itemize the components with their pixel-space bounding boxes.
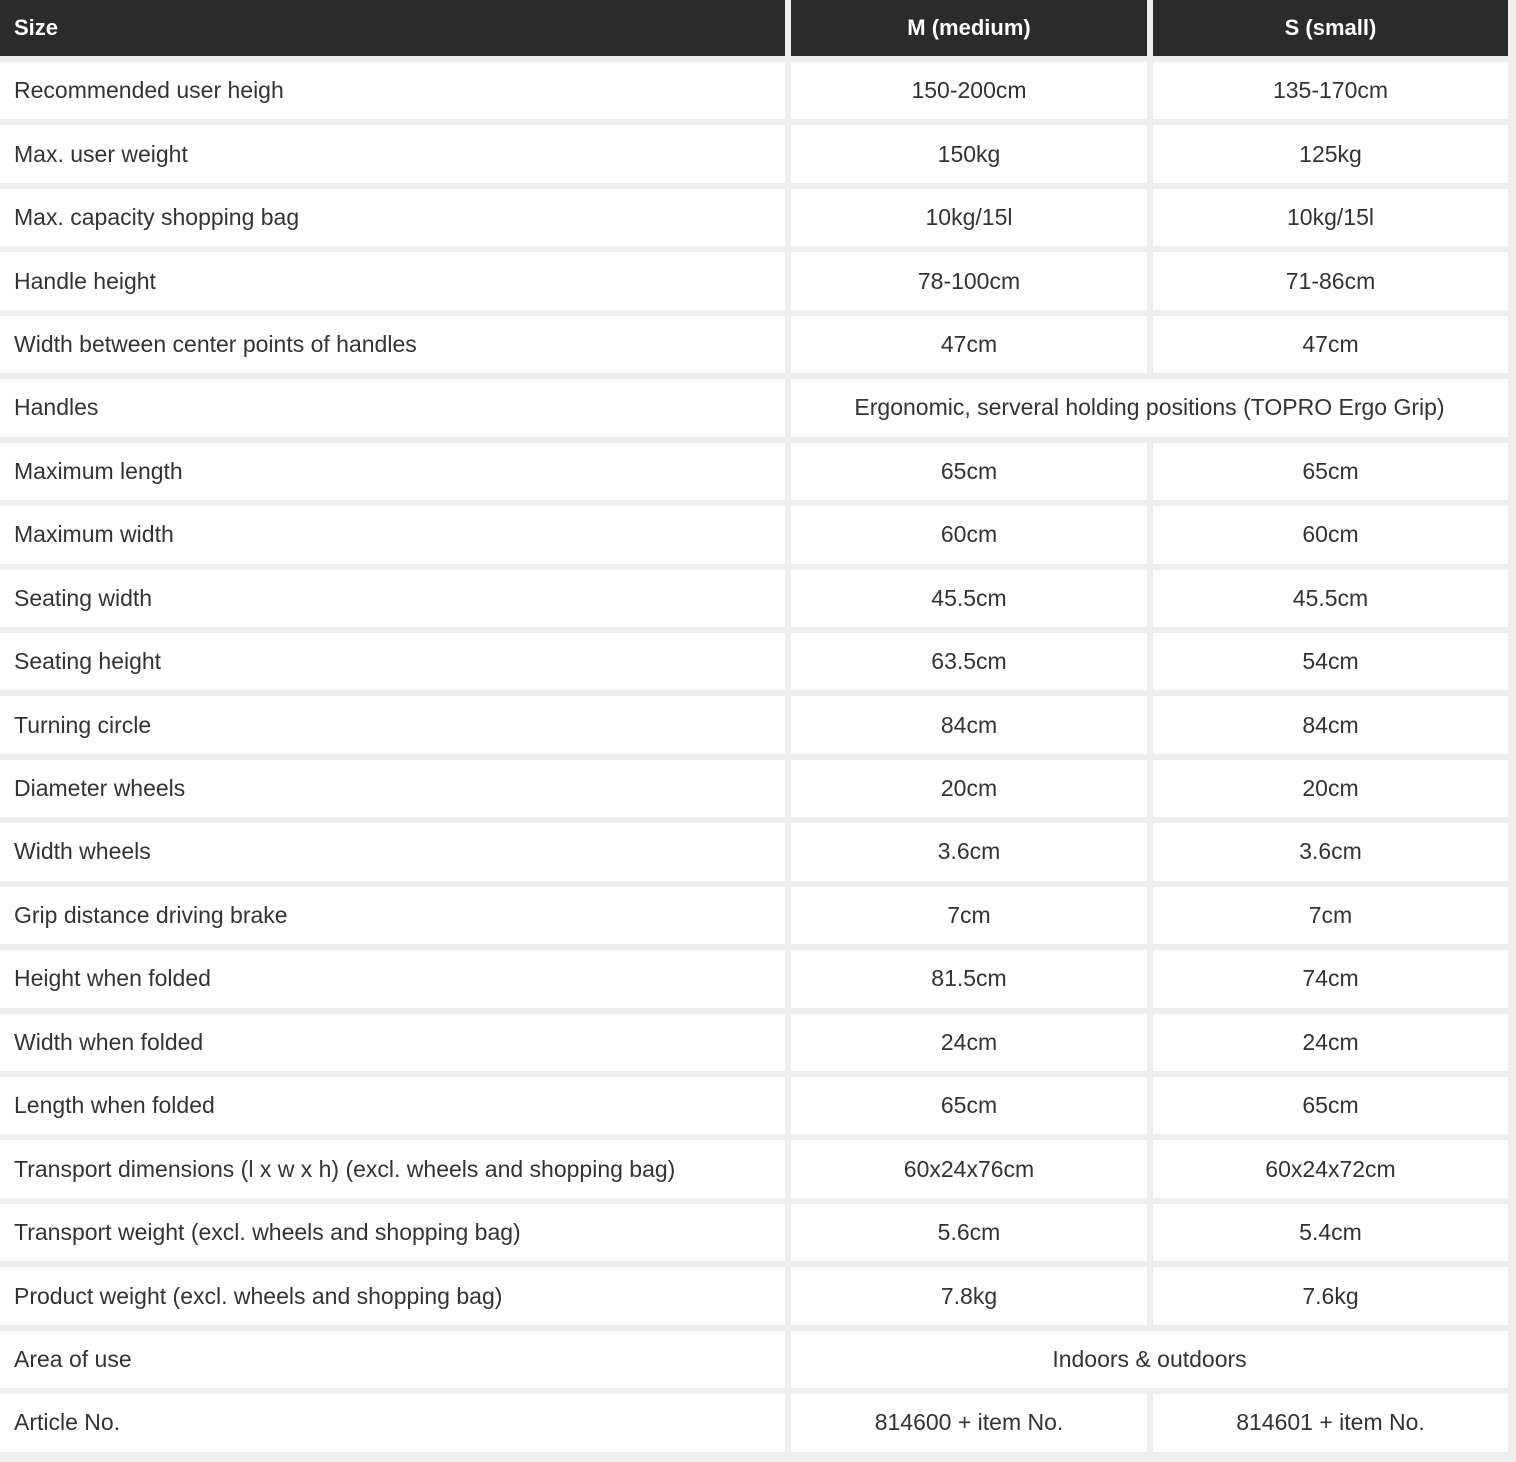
- row-value-medium: 3.6cm: [791, 823, 1147, 880]
- row-value-medium: 63.5cm: [791, 633, 1147, 690]
- row-value-medium: 7.8kg: [791, 1267, 1147, 1324]
- header-small: S (small): [1153, 0, 1508, 56]
- row-label: Maximum width: [0, 506, 785, 563]
- table-row: [0, 1331, 1508, 1388]
- row-label: Width when folded: [0, 1014, 785, 1071]
- table-row: [0, 760, 1508, 817]
- row-value-medium: 45.5cm: [791, 570, 1147, 627]
- row-label: Transport dimensions (l x w x h) (excl. wheels and shopping bag): [0, 1140, 785, 1197]
- table-row: [0, 379, 1508, 436]
- row-value-medium: 5.6cm: [791, 1204, 1147, 1261]
- row-label: Seating width: [0, 570, 785, 627]
- row-value-medium: 78-100cm: [791, 252, 1147, 309]
- row-value-small: 65cm: [1153, 1077, 1508, 1134]
- row-value-small: 125kg: [1153, 125, 1508, 182]
- row-value-medium: 24cm: [791, 1014, 1147, 1071]
- row-value-small: 5.4cm: [1153, 1204, 1508, 1261]
- row-value-small: 74cm: [1153, 950, 1508, 1007]
- row-value-medium: 814600 + item No.: [791, 1394, 1147, 1451]
- table-row: [0, 62, 1508, 119]
- table-row: [0, 633, 1508, 690]
- table-row: [0, 823, 1508, 880]
- table-row: [0, 950, 1508, 1007]
- table-row: [0, 1394, 1508, 1451]
- row-label: Width between center points of handles: [0, 316, 785, 373]
- row-value-both-sizes: Ergonomic, serveral holding positions (TOPRO Ergo Grip): [791, 379, 1508, 436]
- table-row: [0, 887, 1508, 944]
- row-value-medium: 65cm: [791, 443, 1147, 500]
- row-value-small: 60cm: [1153, 506, 1508, 563]
- table-row: [0, 1077, 1508, 1134]
- row-value-medium: 7cm: [791, 887, 1147, 944]
- row-value-small: 24cm: [1153, 1014, 1508, 1071]
- row-label: Seating height: [0, 633, 785, 690]
- row-value-small: 20cm: [1153, 760, 1508, 817]
- row-label: Max. capacity shopping bag: [0, 189, 785, 246]
- row-label: Product weight (excl. wheels and shopping bag): [0, 1267, 785, 1324]
- row-value-small: 10kg/15l: [1153, 189, 1508, 246]
- row-value-small: 71-86cm: [1153, 252, 1508, 309]
- table-row: [0, 1140, 1508, 1197]
- row-value-both-sizes: Indoors & outdoors: [791, 1331, 1508, 1388]
- table-row: [0, 570, 1508, 627]
- row-value-small: 7.6kg: [1153, 1267, 1508, 1324]
- row-value-medium: 60x24x76cm: [791, 1140, 1147, 1197]
- row-label: Grip distance driving brake: [0, 887, 785, 944]
- row-value-small: 84cm: [1153, 696, 1508, 753]
- row-value-medium: 47cm: [791, 316, 1147, 373]
- row-value-medium: 150kg: [791, 125, 1147, 182]
- row-value-medium: 20cm: [791, 760, 1147, 817]
- row-label: Maximum length: [0, 443, 785, 500]
- row-value-small: 45.5cm: [1153, 570, 1508, 627]
- row-value-small: 65cm: [1153, 443, 1508, 500]
- row-value-small: 135-170cm: [1153, 62, 1508, 119]
- row-label: Length when folded: [0, 1077, 785, 1134]
- row-label: Max. user weight: [0, 125, 785, 182]
- row-label: Height when folded: [0, 950, 785, 1007]
- row-value-medium: 10kg/15l: [791, 189, 1147, 246]
- row-value-small: 54cm: [1153, 633, 1508, 690]
- row-value-medium: 81.5cm: [791, 950, 1147, 1007]
- row-label: Width wheels: [0, 823, 785, 880]
- row-label: Turning circle: [0, 696, 785, 753]
- row-label: Diameter wheels: [0, 760, 785, 817]
- row-value-small: 47cm: [1153, 316, 1508, 373]
- table-header-row: [0, 0, 1508, 56]
- header-size: Size: [0, 0, 785, 56]
- table-row: [0, 189, 1508, 246]
- table-row: [0, 506, 1508, 563]
- row-value-small: 3.6cm: [1153, 823, 1508, 880]
- row-label: Recommended user heigh: [0, 62, 785, 119]
- row-value-medium: 60cm: [791, 506, 1147, 563]
- table-row: [0, 443, 1508, 500]
- table-row: [0, 1014, 1508, 1071]
- table-row: [0, 252, 1508, 309]
- row-label: Article No.: [0, 1394, 785, 1451]
- table-row: [0, 1267, 1508, 1324]
- table-row: [0, 125, 1508, 182]
- table-row: [0, 696, 1508, 753]
- row-value-small: 7cm: [1153, 887, 1508, 944]
- row-value-medium: 150-200cm: [791, 62, 1147, 119]
- row-label: Handle height: [0, 252, 785, 309]
- row-label: Area of use: [0, 1331, 785, 1388]
- table-row: [0, 316, 1508, 373]
- header-medium: M (medium): [791, 0, 1147, 56]
- row-value-medium: 84cm: [791, 696, 1147, 753]
- row-label: Handles: [0, 379, 785, 436]
- table-row: [0, 1204, 1508, 1261]
- row-value-medium: 65cm: [791, 1077, 1147, 1134]
- row-value-small: 814601 + item No.: [1153, 1394, 1508, 1451]
- row-label: Transport weight (excl. wheels and shopping bag): [0, 1204, 785, 1261]
- row-value-small: 60x24x72cm: [1153, 1140, 1508, 1197]
